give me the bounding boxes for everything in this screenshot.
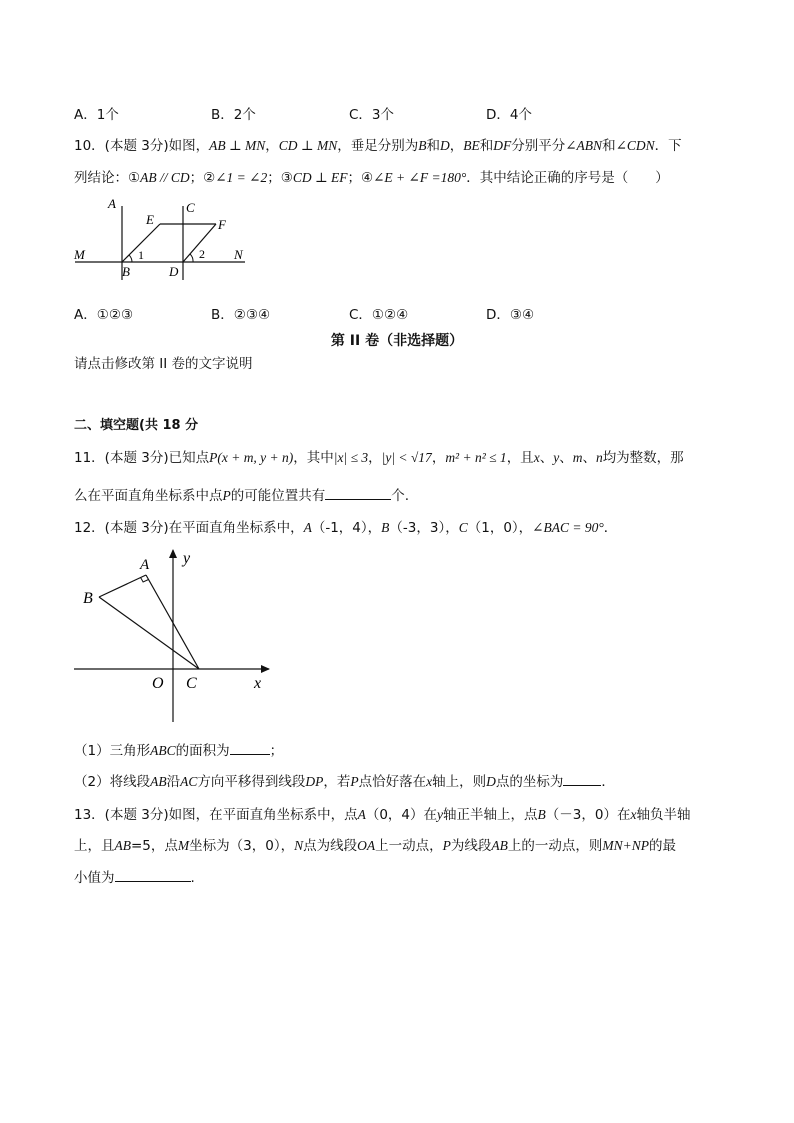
- q10-df: DF: [493, 138, 512, 153]
- q12-text: （2）将线段: [74, 774, 151, 790]
- q13-y-axis-ref: y: [437, 807, 444, 822]
- q12-text: ．: [601, 774, 615, 790]
- q12-end: ．: [603, 520, 618, 536]
- q10-b: B: [418, 138, 427, 153]
- q13-point-p: P: [442, 838, 451, 853]
- q10-angle-cdn: ∠CDN: [615, 138, 655, 153]
- fill-in-heading: 二、填空题(共 18 分: [74, 418, 199, 433]
- q12-sub1-answer-blank[interactable]: [230, 741, 270, 755]
- q11-var-x: x: [533, 450, 540, 465]
- q10-ab-perp-mn: AB ⊥ MN: [209, 138, 266, 153]
- label-b: B: [83, 590, 93, 607]
- q10-conclusion-3: CD ⊥ EF: [292, 170, 348, 185]
- q12-text: 的面积为: [175, 743, 230, 759]
- q13-prefix: 13．(本题 3分)如图，在平面直角坐标系中，点: [74, 807, 358, 823]
- q12-seg-dp: DP: [305, 774, 324, 789]
- q10-sep: ；: [347, 170, 362, 186]
- q13-b-coord: （－3，0）在: [545, 807, 631, 823]
- q10-angle-abn: ∠ABN: [565, 138, 603, 153]
- q10-text: ，垂足分别为: [337, 138, 419, 154]
- q10-sep: ，: [449, 138, 464, 154]
- q13-text: 轴正半轴上，点: [443, 807, 538, 823]
- q13-text: 的最: [648, 838, 676, 854]
- q10-d: D: [440, 138, 450, 153]
- q11-line2: [74, 484, 409, 504]
- label-c: C: [186, 200, 195, 215]
- q10-conclusion-2: ∠1 = ∠2: [215, 170, 268, 185]
- q12-triangle-abc: ABC: [150, 743, 176, 758]
- label-o: O: [152, 675, 164, 692]
- q9-option-b: B．2个: [211, 107, 256, 123]
- q10-option-b: B．②③④: [211, 307, 271, 323]
- q10-conclusion-1: AB // CD: [140, 170, 190, 185]
- q12-point-a: A: [303, 520, 312, 535]
- q10-circled-2: ②: [203, 170, 216, 186]
- q12-line1: [74, 516, 617, 536]
- q13-seg-ab: AB: [491, 838, 508, 853]
- q11-var-n: n: [595, 450, 603, 465]
- segment-bc: [99, 597, 199, 669]
- q13-x-axis-ref: x: [630, 807, 637, 822]
- q9-option-d: D．4个: [486, 107, 532, 123]
- q10-question-end: ．其中结论正确的序号是（ ）: [466, 170, 669, 186]
- q11-var-m: m: [572, 450, 583, 465]
- q12-b-coord: （-3，3），: [389, 520, 459, 536]
- label-c: C: [186, 675, 197, 692]
- section-2-note: 请点击修改第 II 卷的文字说明: [74, 356, 253, 372]
- q13-line2: [74, 834, 676, 854]
- q11-text: ，: [368, 450, 382, 466]
- q12-sub2-answer-blank[interactable]: [563, 772, 601, 786]
- label-d: D: [169, 264, 179, 279]
- q12-text: ，若: [323, 774, 351, 790]
- q12-figure: [70, 542, 280, 726]
- q10-option-c: C．①②④: [349, 307, 409, 323]
- angle-2-arc: [190, 254, 193, 262]
- q13-line1: [74, 803, 690, 823]
- q10-prefix: 10．(本题 3分)如图，: [74, 138, 210, 154]
- label-angle-2: 2: [199, 247, 205, 261]
- q10-cd-perp-mn: CD ⊥ MN: [278, 138, 338, 153]
- q13-point-m: M: [177, 838, 190, 853]
- q13-text: 上，且: [74, 838, 115, 854]
- q12-point-p: P: [350, 774, 359, 789]
- q12-a-coord: （-1，4），: [311, 520, 382, 536]
- angle-1-arc: [129, 255, 132, 262]
- q10-line1: [74, 134, 682, 154]
- q10-circled-3: ③: [280, 170, 293, 186]
- q13-line3: [74, 866, 195, 886]
- q11-sep: 、: [582, 450, 596, 466]
- q13-text: 为线段: [450, 838, 492, 854]
- q13-text: 轴负半轴: [636, 807, 691, 823]
- q12-c-coord: （1，0），: [467, 520, 533, 536]
- label-e: E: [146, 212, 154, 227]
- q10-sep: ，: [265, 138, 279, 154]
- label-b: B: [122, 264, 130, 279]
- q10-option-d: D．③④: [486, 307, 535, 323]
- q11-var-y: y: [553, 450, 560, 465]
- q12-text: 轴上，则: [432, 774, 487, 790]
- q13-point-b: B: [537, 807, 546, 822]
- q13-answer-blank[interactable]: [115, 868, 191, 882]
- q12-point-d: D: [486, 774, 496, 789]
- q10-be: BE: [463, 138, 480, 153]
- segment-ab: [99, 575, 146, 597]
- q11-text: 么在平面直角坐标系中点: [74, 488, 223, 504]
- label-m: M: [74, 247, 85, 262]
- q11-sep: 、: [539, 450, 554, 466]
- q11-point-p: P: [222, 488, 231, 503]
- q11-condition-x: |x| ≤ 3: [333, 450, 369, 465]
- q10-sep: ；: [267, 170, 281, 186]
- q13-point-n: N: [294, 838, 304, 853]
- label-y: y: [183, 550, 191, 567]
- q13-text: =5，点: [131, 838, 178, 854]
- q9-option-c: C．3个: [349, 107, 395, 123]
- q12-angle-bac: ∠BAC = 90°: [532, 520, 604, 535]
- q10-circled-1: ①: [128, 170, 141, 186]
- q11-text: 的可能位置共有: [230, 488, 326, 504]
- q13-a-coord: （0，4）在: [365, 807, 438, 823]
- q12-x-axis-ref: x: [426, 774, 433, 789]
- q13-text: 点为线段: [303, 838, 358, 854]
- q12-sub2: [74, 770, 615, 790]
- q10-option-a: A．①②③: [74, 307, 134, 323]
- label-n: N: [234, 247, 243, 262]
- q13-seg-ab-length: AB: [114, 838, 131, 853]
- q11-prefix: 11．(本题 3分)已知点: [74, 450, 210, 466]
- q12-seg-ac: AC: [180, 774, 198, 789]
- q9-option-a: A．1个: [74, 107, 119, 123]
- q11-condition-mn: m² + n² ≤ 1: [445, 450, 507, 465]
- q12-prefix: 12．(本题 3分)在平面直角坐标系中，: [74, 520, 304, 536]
- q12-text: （1）三角形: [74, 743, 151, 759]
- q11-text: ，: [431, 450, 446, 466]
- q12-text: 方向平移得到线段: [197, 774, 306, 790]
- q12-text: 点的坐标为: [495, 774, 564, 790]
- q12-point-b: B: [381, 520, 390, 535]
- q11-line1: [74, 446, 684, 466]
- q12-text: 沿: [166, 774, 181, 790]
- q10-text: 和: [479, 138, 494, 154]
- q10-line2: [74, 166, 669, 186]
- q10-text: 和: [426, 138, 440, 154]
- label-f: F: [218, 217, 226, 232]
- q13-text: .: [190, 870, 195, 886]
- q10-figure: [70, 196, 250, 286]
- q10-text: 和: [602, 138, 616, 154]
- q11-answer-blank[interactable]: [325, 486, 391, 500]
- q13-text: 上的一动点，则: [507, 838, 603, 854]
- q12-sub1: [74, 739, 283, 759]
- q10-conclusion-4: ∠E + ∠F =180°: [373, 170, 467, 185]
- q12-point-c: C: [458, 520, 468, 535]
- q11-text: 均为整数，那: [602, 450, 684, 466]
- q13-text: 坐标为（3，0），: [189, 838, 295, 854]
- q11-text: ，其中: [293, 450, 334, 466]
- label-a: A: [108, 196, 116, 211]
- q10-sep: ；: [189, 170, 204, 186]
- q11-text: 个.: [391, 488, 410, 504]
- q13-text: 上一动点，: [375, 838, 443, 854]
- q13-seg-oa: OA: [357, 838, 376, 853]
- q11-sep: 、: [559, 450, 573, 466]
- q10-text: 列结论：: [74, 170, 128, 186]
- label-angle-1: 1: [138, 248, 144, 262]
- q11-text: ，且: [506, 450, 534, 466]
- q12-text: ；: [269, 743, 284, 759]
- q13-point-a: A: [357, 807, 366, 822]
- q13-expression: MN+NP: [602, 838, 649, 853]
- q10-text: ．下: [654, 138, 682, 154]
- q11-point: P(x + m, y + n): [209, 450, 294, 465]
- q12-text: 点恰好落在: [358, 774, 427, 790]
- section-2-title: 第 II 卷（非选择题）: [330, 333, 464, 349]
- q11-condition-y: |y| < √17: [381, 450, 432, 465]
- label-x: x: [254, 675, 262, 692]
- q10-text: 分别平分: [511, 138, 566, 154]
- q12-seg-ab: AB: [150, 774, 167, 789]
- label-a: A: [140, 557, 150, 573]
- q13-text: 小值为: [74, 870, 115, 886]
- q10-circled-4: ④: [361, 170, 374, 186]
